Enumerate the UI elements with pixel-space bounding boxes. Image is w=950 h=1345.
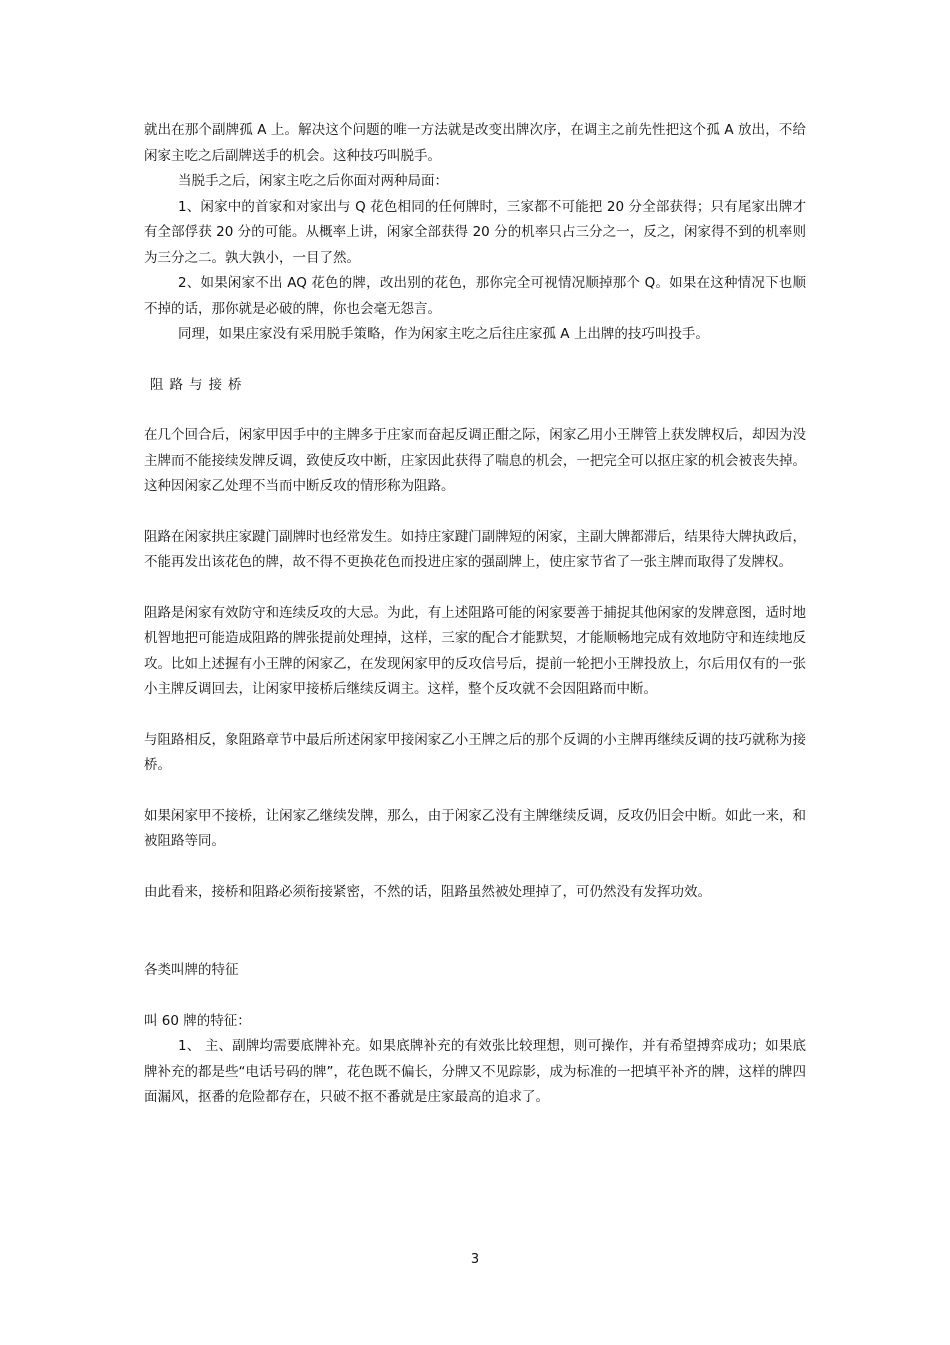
paragraph-after-release: 当脱手之后，闲家主吃之后你面对两种局面： (178, 173, 448, 189)
paragraph-spacer (144, 855, 806, 880)
paragraph-case-one: 1、闲家中的首家和对家出与 Q 花色相同的任何牌时，三家都不可能把 20 分全部获得；只有尾家出牌才有全部俘获 20 分的可能。从概率上讲，闲家全部获得 20 分的机率只占三分之一，反之，闲家得不到的机率则为三分之二。孰大孰小，一目了然。 (144, 198, 806, 266)
section-spacer (144, 984, 806, 1009)
paragraph-blocking-definition: 在几个回合后，闲家甲因手中的主牌多于庄家而奋起反调正酣之际，闲家乙用小王牌管上获发牌权后，却因为没主牌而不能接续发牌反调，致使反攻中断，庄家因此获得了喘息的机会，一把完全可以抠庄家的机会被丧失掉。这种因闲家乙处理不当而中断反攻的情形称为阻路。 (144, 427, 806, 494)
paragraph-blocking-example: 阻路在闲家拱庄家踺门副牌时也经常发生。如持庄家踺门副牌短的闲家，主副大牌都滞后，结果待大牌执政后，不能再发出该花色的牌，故不得不更换花色而投进庄家的强副牌上，使庄家节省了一张主牌而取得了发牌权。 (144, 528, 806, 570)
subsection-title-bid-60: 叫 60 牌的特征： (144, 1012, 251, 1029)
document-content (144, 118, 806, 1111)
paragraph-no-bridge: 如果闲家甲不接桥，让闲家乙继续发牌，那么，由于闲家乙没有主牌继续反调，反攻仍旧会中断。如此一来，和被阻路等同。 (144, 807, 806, 849)
section-title-blocking-bridging: 阻路与接桥 (150, 376, 248, 393)
paragraph-bid-60-feature-one: 1、 主、副牌均需要底牌补充。如果底牌补充的有效张比较理想，则可操作，并有希望搏弈成功；如果底牌补充的都是些“电话号码的牌”，花色既不偏长，分牌又不见踪影，成为标准的一把填平补齐的牌，这样的牌四面漏风，抠番的危险都存在，只破不抠不番就是庄家最高的追求了。 (144, 1038, 806, 1105)
paragraph-spacer (144, 779, 806, 804)
paragraph-case-two: 2、如果闲家不出 AQ 花色的牌，改出别的花色，那你完全可视情况顺掉那个 Q。如果在这种情况下也顺不掉的话，那你就是必破的牌，你也会毫无怨言。 (144, 275, 806, 317)
paragraph-spacer (144, 576, 806, 601)
paragraph-spacer (144, 500, 806, 525)
paragraph-conclusion: 由此看来，接桥和阻路必须衔接紧密，不然的话，阻路虽然被处理掉了，可仍然没有发挥功效。 (144, 883, 711, 900)
section-spacer (144, 398, 806, 423)
page-number: 3 (470, 1252, 480, 1267)
paragraph-intro: 就出在那个副牌孤 A 上。解决这个问题的唯一方法就是改变出牌次序，在调主之前先性把这个孤 A 放出，不给闲家主吃之后副牌送手的机会。这种技巧叫脱手。 (144, 122, 806, 164)
paragraph-bridging-definition: 与阻路相反，象阻路章节中最后所述闲家甲接闲家乙小王牌之后的那个反调的小主牌再继续反调的技巧就称为接桥。 (144, 731, 806, 773)
section-spacer (144, 905, 806, 958)
paragraph-spacer (144, 703, 806, 728)
section-title-bidding-features: 各类叫牌的特征 (144, 962, 239, 978)
section-spacer (144, 348, 806, 373)
paragraph-throw-in: 同理，如果庄家没有采用脱手策略，作为闲家主吃之后往庄家孤 A 上出牌的技巧叫投手。 (178, 326, 709, 342)
paragraph-blocking-taboo: 阻路是闲家有效防守和连续反攻的大忌。为此，有上述阻路可能的闲家要善于捕捉其他闲家的发牌意图，适时地机智地把可能造成阻路的牌张提前处理掉，这样，三家的配合才能默契，才能顺畅地完成有效地防守和连续地反攻。比如上述握有小王牌的闲家乙，在发现闲家甲的反攻信号后，提前一轮把小王牌投放上，尔后用仅有的一张小主牌反调回去，让闲家甲接桥后继续反调主。这样，整个反攻就不会因阻路而中断。 (144, 604, 806, 697)
